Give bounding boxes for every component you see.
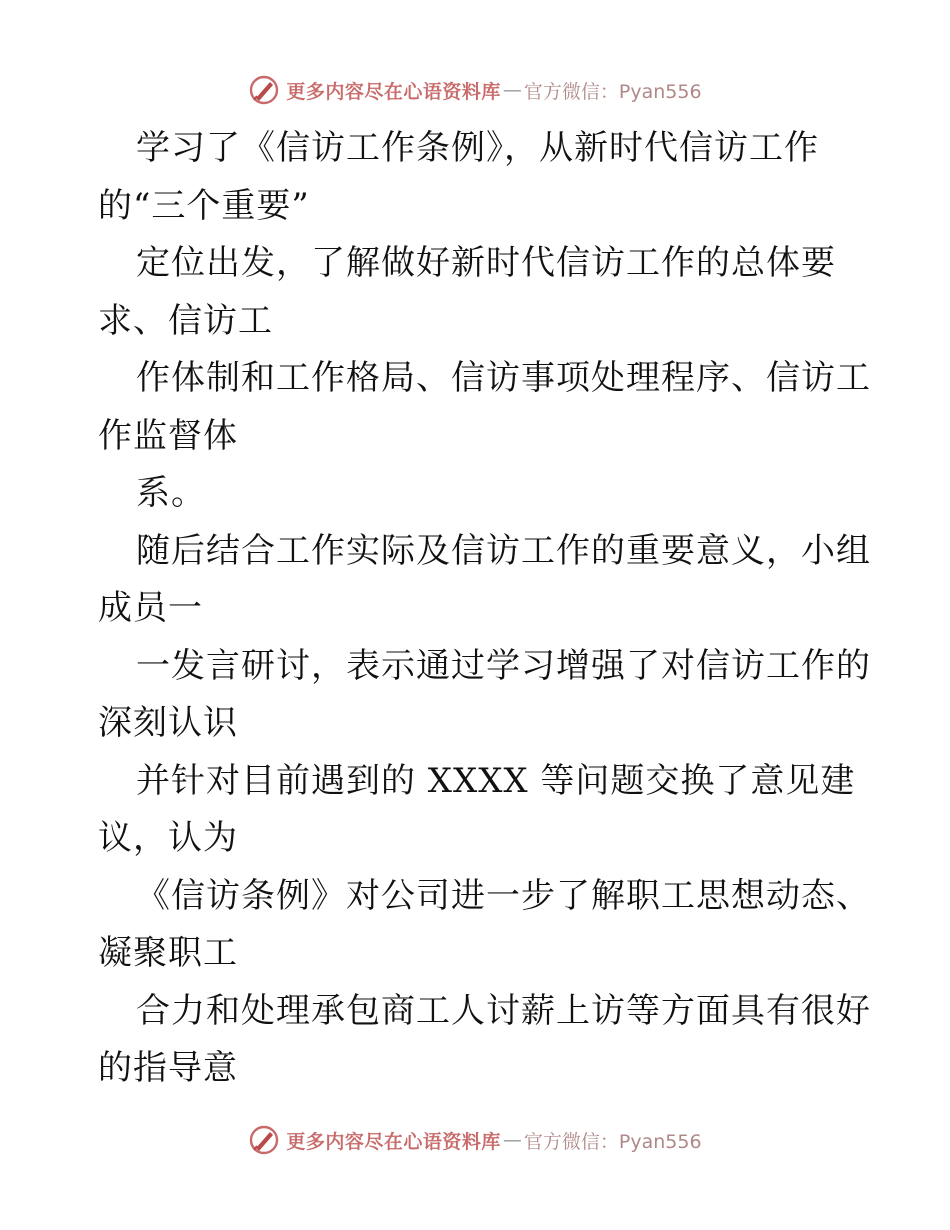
text-line: 求、信访工 — [98, 300, 273, 341]
text-line: 《信访条例》对公司进一步了解职工思想动态、 — [136, 875, 871, 916]
text-line: 并针对目前遇到的 XXXX 等问题交换了意见建 — [136, 760, 856, 801]
text-line: 议，认为 — [98, 818, 238, 858]
quill-pen-logo-icon — [248, 74, 280, 106]
text-line: 作体制和工作格局、信访事项处理程序、信访工 — [136, 358, 871, 398]
text-line: 一发言研讨，表示通过学习增强了对信访工作的 — [136, 645, 871, 686]
banner-dash: — — [502, 1129, 522, 1151]
text-line: 作监督体 — [98, 415, 238, 456]
banner-dash: — — [502, 79, 522, 101]
header-banner — [0, 70, 950, 110]
quill-pen-logo-icon — [248, 1124, 280, 1156]
text-line: 的指导意 — [98, 1048, 238, 1088]
footer-banner — [0, 1120, 950, 1160]
text-line: 随后结合工作实际及信访工作的重要意义，小组 — [136, 530, 871, 571]
text-line: 学习了《信访工作条例》，从新时代信访工作 — [136, 128, 819, 168]
text-line: 定位出发，了解做好新时代信访工作的总体要 — [136, 243, 836, 283]
document-body — [98, 120, 871, 1098]
banner-title: 更多内容尽在心语资料库 — [286, 1130, 501, 1153]
banner-wechat: 官方微信：Pyan556 — [523, 80, 702, 103]
banner-wechat: 官方微信：Pyan556 — [523, 1130, 702, 1153]
text-line: 的“三个重要” — [98, 185, 310, 226]
banner-title: 更多内容尽在心语资料库 — [286, 80, 501, 103]
text-line: 成员一 — [98, 588, 203, 628]
text-line: 深刻认识 — [98, 703, 238, 743]
text-line: 合力和处理承包商工人讨薪上访等方面具有很好 — [136, 990, 871, 1031]
text-line: 系。 — [136, 473, 206, 513]
text-line: 凝聚职工 — [98, 933, 238, 973]
